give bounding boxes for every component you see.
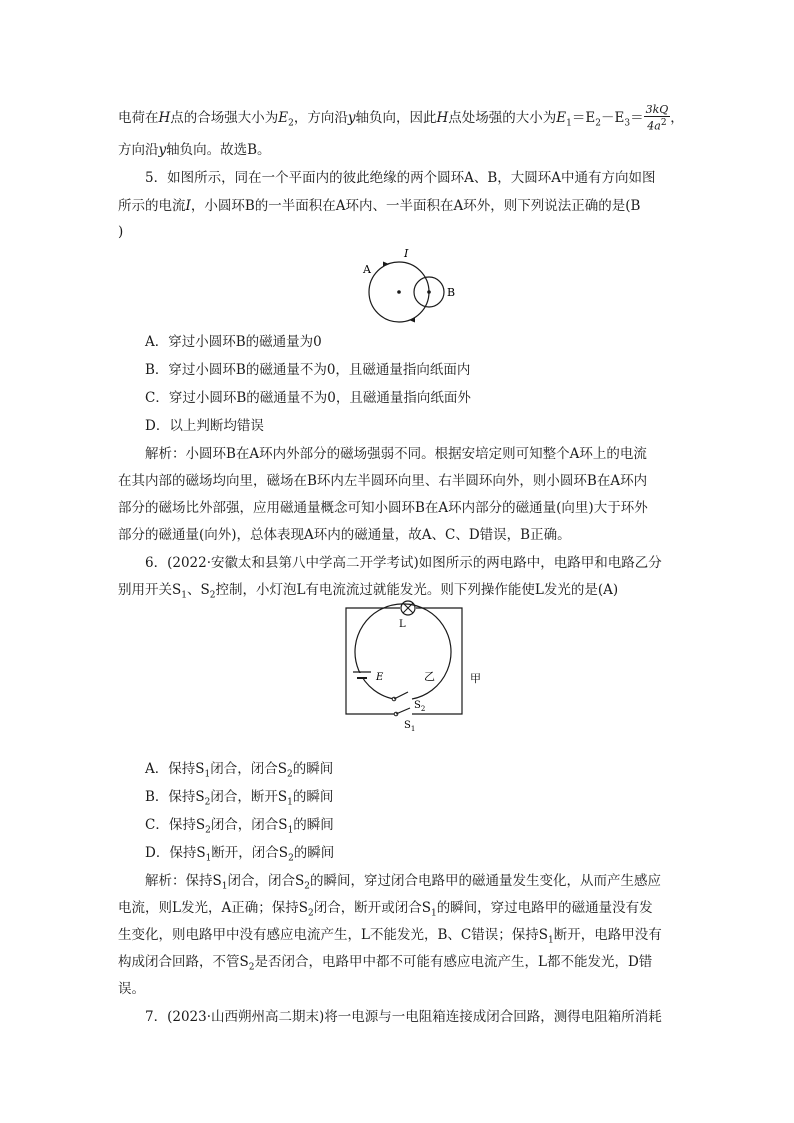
q6-option-c: C．保持$S_2$闭合，闭合$S_1$的瞬间 [145,817,334,836]
q6-answer: A [603,582,613,598]
current-arrow-bottom-icon [409,318,415,323]
q5-option-d: D．以上判断均错误 [145,418,264,434]
q6-stem-line-1: 6．(2022·安徽太和县第八中学高二开学考试)如图所示的两电路中，电路甲和电路乙分 [145,555,662,571]
q5-rings-figure [355,240,465,325]
q5-option-c: C．穿过小圆环B的磁通量不为0，且磁通量指向纸面外 [145,390,471,406]
q5-analysis-line-1: 解析：小圆环B在A环内外部分的磁场强弱不同。根据安培定则可知整个A环上的电流 [145,446,647,462]
q5-option-b: B．穿过小圆环B的磁通量不为0，且磁通量指向纸面内 [145,362,471,378]
q6-option-b: B．保持$S_2$闭合，断开$S_1$的瞬间 [145,789,334,808]
q5-stem-line-3: ) [118,224,124,240]
q6-option-d: D．保持$S_1$断开，闭合$S_2$的瞬间 [145,845,335,864]
q5-analysis-line-2: 在其内部的磁场均向里，磁场在B环内左半圆环向里、右半圆环向外，则小圆环B在A环内 [118,473,648,489]
fraction-3kq-over-4a2: $\frac{3kQ}{4a^2}$ [645,103,669,133]
prev-solution-line-2: 方向沿y轴负向。故选B。 [118,142,271,158]
circuit-jia-wire-right [412,608,462,714]
switch-s1-icon [396,708,410,714]
battery-label: E [376,672,384,683]
q6-circuit-figure [330,600,490,752]
q6-analysis-line-2: 电流，则L发光，A正确；保持$S_2$闭合，断开或闭合$S_1$的瞬间，穿过电路甲的磁通量没有发 [118,900,653,919]
ring-a-label: A [363,263,371,276]
current-label: I [404,247,409,260]
q5-answer: B [630,198,641,214]
q5-analysis-line-3: 部分的磁场比外部强，应用磁通量概念可知小圆环B在A环内部分的磁通量(向里)大于环外 [118,500,648,516]
switch-s2-icon [394,692,408,699]
q6-analysis-line-3: 生变化，则电路甲中没有感应电流产生，L不能发光，B、C错误；保持$S_1$断开，电路甲没有 [118,927,662,946]
q5-stem-line-2: 所示的电流I，小圆环B的一半面积在A环内、一半面积在A环外，则下列说法正确的是(B [118,198,641,214]
circuit-yi-label: 乙 [424,670,435,683]
q6-analysis-line-4: 构成闭合回路，不管$S_2$是否闭合，电路甲中都不可能有感应电流产生，L都不能发光，D错 [118,954,653,973]
q6-analysis-line-5: 误。 [118,981,145,997]
ring-b-label: B [447,286,456,299]
q5-analysis-line-4: 部分的磁通量(向外)，总体表现A环内的磁通量，故A、C、D错误，B正确。 [118,527,571,543]
lamp-label: L [399,619,406,630]
q6-analysis-line-1: 解析：保持$S_1$闭合，闭合$S_2$的瞬间，穿过闭合电路甲的磁通量发生变化，从而产生感应 [145,873,661,892]
q7-stem-line-1: 7．(2023·山西朔州高二期末)将一电源与一电阻箱连接成闭合回路，测得电阻箱所消耗 [145,1009,662,1025]
q6-option-a: A．保持$S_1$闭合，闭合$S_2$的瞬间 [145,761,334,780]
q6-stem-line-2: 别用开关$S_1$、$S_2$控制，小灯泡L有电流流过就能发光。则下列操作能使L发光的是(A) [118,582,619,601]
switch-s1-label: $S_1$ [404,720,416,733]
ring-b-center [427,290,431,294]
switch-s2-label: $S_2$ [414,700,426,713]
prev-solution-line-1: 电荷在H点的合场强大小为$E_2$，方向沿y轴负向，因此H点处场强的大小为$E_1=E_2-E_3=$ $\frac{3kQ}{4a^2}$ ， [118,103,684,133]
circuit-jia-label: 甲 [470,672,481,685]
q5-option-a: A．穿过小圆环B的磁通量为0 [145,334,322,350]
current-arrow-top-icon [383,262,389,267]
q5-stem-line-1: 5．如图所示，同在一个平面内的彼此绝缘的两个圆环A、B，大圆环A中通有方向如图 [145,170,656,186]
ring-a-center [397,290,401,294]
